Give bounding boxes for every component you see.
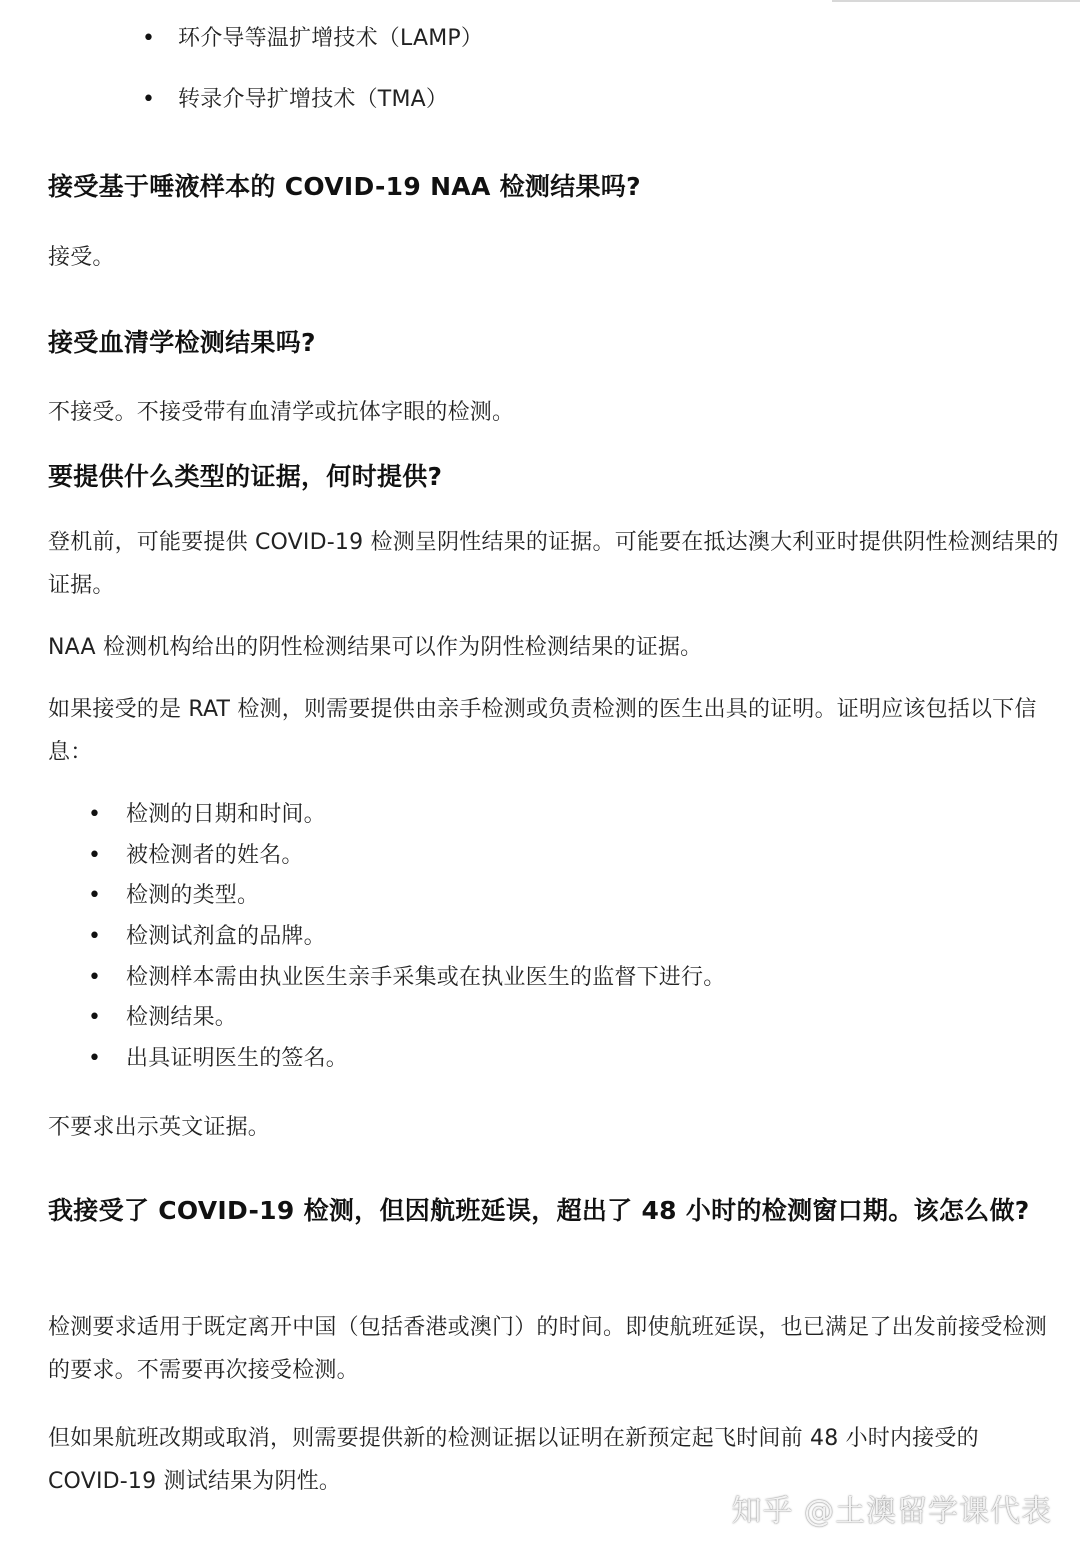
list-item: • 环介导等温扩增技术（LAMP） [178,16,483,77]
heading-flight-delay: 我接受了 COVID-19 检测，但因航班延误，超出了 48 小时的检测窗口期。该怎么做? [48,1196,1030,1225]
list-item: • 检测的类型。 [126,875,725,916]
delay-paragraph-2: 但如果航班改期或取消，则需要提供新的检测证据以证明在新预定起飞时间前 48 小时内接受的 COVID-19 测试结果为阴性。 [48,1426,979,1494]
test-methods-list [178,16,483,138]
list-item: • 检测结果。 [126,997,725,1038]
certificate-info-list [126,794,725,1079]
evidence-paragraph-3: 如果接受的是 RAT 检测，则需要提供由亲手检测或负责检测的医生出具的证明。证明应该包括以下信息： [48,697,1037,765]
delay-paragraph-1: 检测要求适用于既定离开中国（包括香港或澳门）的时间。即使航班延误，也已满足了出发前接受检测的要求。不需要再次接受检测。 [48,1315,1048,1383]
evidence-paragraph-1: 登机前，可能要提供 COVID-19 检测呈阴性结果的证据。可能要在抵达澳大利亚时提供阴性检测结果的证据。 [48,530,1059,598]
list-item: • 转录介导扩增技术（TMA） [178,77,483,138]
list-item: • 检测样本需由执业医生亲手采集或在执业医生的监督下进行。 [126,957,725,998]
heading-serology: 接受血清学检测结果吗? [48,328,316,357]
evidence-paragraph-4: 不要求出示英文证据。 [48,1115,271,1140]
answer-serology: 不接受。不接受带有血清学或抗体字眼的检测。 [48,400,515,425]
watermark: 知乎 @土澳留学课代表 [731,1494,1052,1529]
evidence-paragraph-2: NAA 检测机构给出的阴性检测结果可以作为阴性检测结果的证据。 [48,635,703,660]
list-item: • 检测的日期和时间。 [126,794,725,835]
list-item: • 检测试剂盒的品牌。 [126,916,725,957]
answer-saliva: 接受。 [48,245,115,270]
heading-saliva: 接受基于唾液样本的 COVID-19 NAA 检测结果吗? [48,172,641,201]
list-item: • 出具证明医生的签名。 [126,1038,725,1079]
list-item: • 被检测者的姓名。 [126,835,725,876]
heading-evidence: 要提供什么类型的证据，何时提供? [48,462,443,491]
